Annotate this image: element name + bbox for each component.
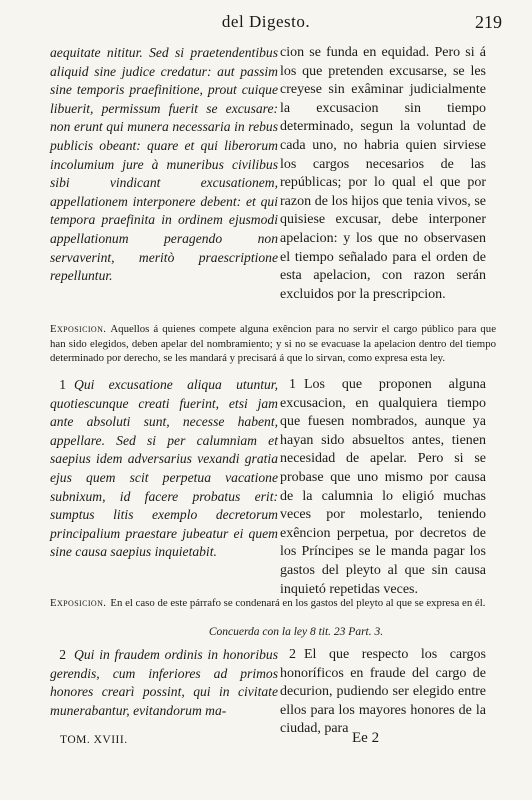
latin-text: Qui excusatione aliqua utuntur, quotiescunque creati fuerint, etsi jam ante absoluti sunt, necesse habent, appellare. Sed si per calumniam et saepius idem adversarius vexandi gratia ejus quem scit perpetua vacatione subnixum, id facere probatus erit: sumptus litis exemplo decretorum principalium praestare jubeatur ei quem sine causa saepius inquietabit. xyxy=(50,377,278,560)
latin-text: Qui in fraudem ordinis in honoribus gerendis, cum inferiores ad primos honores crearì possint, qui in civitate munerabantur, evitandorum ma- xyxy=(50,647,278,718)
exposicion-label: Exposicion. xyxy=(50,323,107,335)
exposicion-note-1 xyxy=(50,322,496,366)
paragraph-number: 2 xyxy=(59,647,66,662)
exposicion-text: En el caso de este párrafo se condenará en los gastos del pleyto al que se expresa en él. xyxy=(110,597,486,609)
exposicion-text: Aquellos á quienes compete alguna exêncion para no servir el cargo público para que han sido elegidos, deben apelar del nombramiento; y si no se evacuase la apelacion dentro del tiempo determinado por derecho, se les mandará y precisará á que lo sirvan, como expresa esta ley. xyxy=(50,323,496,364)
spanish-text: Los que proponen alguna excusacion, en qualquiera tiempo que fuesen nombrados, aunque ya hayan sido absueltos antes, tienen necesidad de apelar. Pero si se probase que uno mismo por causa de la calumnia lo eligió muchas veces por molestarlo, teniendo exêncion perpetua, por decretos de los Príncipes se le manda pagar los gastos del pleyto al que sin causa inquietó repetidas veces. xyxy=(280,377,486,597)
page-number: 219 xyxy=(475,12,502,32)
tome-signature: TOM. XVIII. xyxy=(60,734,128,746)
paragraph-number: 2 xyxy=(289,647,296,662)
latin-paragraph-1: aequitate nititur. Sed si praetendentibus aliquid sine judice credatur: aut passim sine temporis praefinitione, prout cuique libuerit, permissum fuerit se excusare: non erunt qui munera necessaria in rebus publicis obeant: quare et qui liberorum incolumium jure à muneribus civilibus sibi vindicant excusationem, appellationem interponere debent: et qui tempora praefinita in ordinem ejusmodi appellationum peragendo non servaverint, meritò praescriptione repelluntur. xyxy=(50,45,278,284)
spanish-paragraph-3 xyxy=(280,646,486,739)
spanish-paragraph-1: cion se funda en equidad. Pero si á los que pretenden excusarse, se les creyese sin exâminar judicialmente la excusacion sin tiempo determinado, segun la voluntad de cada uno, no habria quien sirviese los cargos necesarios de las repúblicas; por lo qual el que por razon de los hijos que tenia vivos, se quisiese excusar, debe interponer apelacion: y los que no observasen el tiempo señalado para el orden de esta apelacion, con razon serán excluidos por la prescripcion. xyxy=(280,45,486,302)
spanish-paragraph-2 xyxy=(280,376,486,599)
paragraph-number: 1 xyxy=(289,377,296,392)
concordancia-note: Concuerda con la ley 8 tit. 23 Part. 3. xyxy=(208,626,384,638)
latin-paragraph-3 xyxy=(50,646,278,720)
running-title: del Digesto. xyxy=(221,12,311,31)
latin-paragraph-2 xyxy=(50,376,278,562)
spanish-text: El que respecto los cargos honoríficos en fraude del cargo de decurion, pudiendo ser elegido entre ellos para los mayores honores de la ciudad, para xyxy=(280,647,486,737)
running-header xyxy=(0,12,532,36)
paragraph-number: 1 xyxy=(59,377,66,392)
gathering-signature: Ee 2 xyxy=(352,730,380,746)
exposicion-note-2 xyxy=(50,596,496,611)
exposicion-label: Exposicion. xyxy=(50,597,107,609)
